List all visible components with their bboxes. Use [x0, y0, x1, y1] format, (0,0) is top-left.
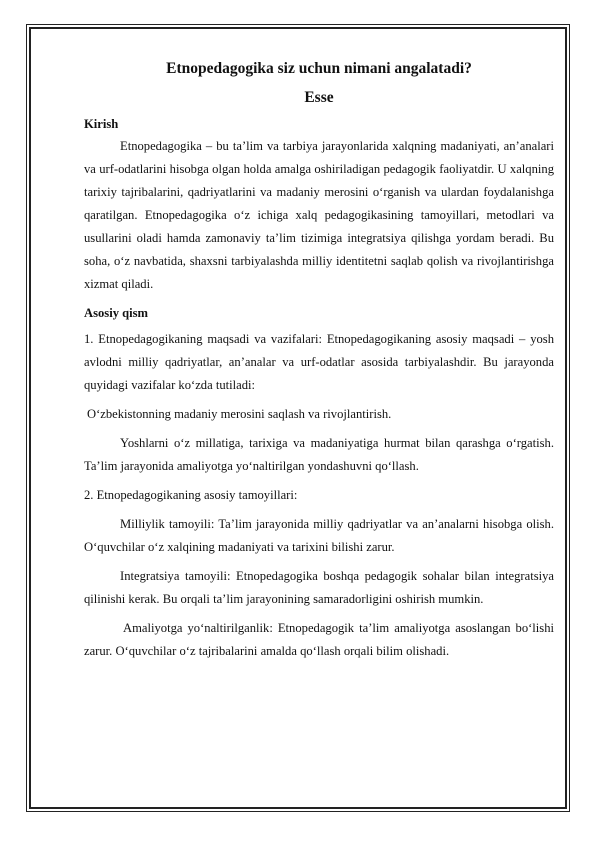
paragraph-intro: Etnopedagogika – bu ta’lim va tarbiya jarayonlarida xalqning madaniyati, an’analari va urf-odatlarini hisobga olgan holda amalga oshiriladigan pedagogik faoliyatdir. U xalqning tarixiy tajribalarini, qadriyatlarini va madaniy merosini o‘rganish va ulardan foydalanishga qaratilgan. Etnopedagogika o‘z ichiga xalq pedagogikasining tamoyillari, metodlari va usullarini oladi hamda zamonaviy ta’lim tizimiga integratsiya qilishga yordam beradi. Bu soha, o‘z navbatida, shaxsni tarbiyalashda milliy identitetni saqlab qolish va rivojlantirishga xizmat qiladi. [84, 139, 554, 291]
section-heading-main: Asosiy qism [84, 306, 149, 320]
paragraph-youth: Yoshlarni o‘z millatiga, tarixiga va madaniyatiga hurmat bilan qarashga o‘rgatish. Ta’lim jarayonida amaliyotga yo‘naltirilgan yondashuvni qo‘llash. [84, 436, 554, 473]
paragraph-practice-principle: Amaliyotga yo‘naltirilganlik: Etnopedagogik ta’lim amaliyotga asoslangan bo‘lishi zarur. O‘quvchilar o‘z tajribalarini amalda qo‘llash orqali bilim olishadi. [84, 621, 554, 658]
paragraph-nationality-principle: Milliylik tamoyili: Ta’lim jarayonida milliy qadriyatlar va an’analarni hisobga olish. O‘quvchilar o‘z xalqining madaniyati va tarixini bilishi zarur. [84, 517, 554, 554]
document-title: Etnopedagogika siz uchun nimani angalatadi? [166, 60, 472, 77]
paragraph-heritage: O‘zbekistonning madaniy merosini saqlash va rivojlantirish. [87, 407, 392, 421]
section-heading-intro: Kirish [84, 117, 119, 131]
paragraph-goals: 1. Etnopedagogikaning maqsadi va vazifalari: Etnopedagogikaning asosiy maqsadi – yosh avlodni milliy qadriyatlar, an’analar va urf-odatlar asosida tarbiyalashdir. Bu jarayonda quyidagi vazifalar ko‘zda tutiladi: [84, 332, 554, 392]
document-body [84, 54, 554, 663]
paragraph-principles-heading: 2. Etnopedagogikaning asosiy tamoyillari: [84, 488, 298, 502]
document-subtitle: Esse [304, 89, 334, 106]
paragraph-integration-principle: Integratsiya tamoyili: Etnopedagogika boshqa pedagogik sohalar bilan integratsiya qilinishi kerak. Bu orqali ta’lim jarayonining samaradorligini oshirish mumkin. [84, 569, 554, 606]
